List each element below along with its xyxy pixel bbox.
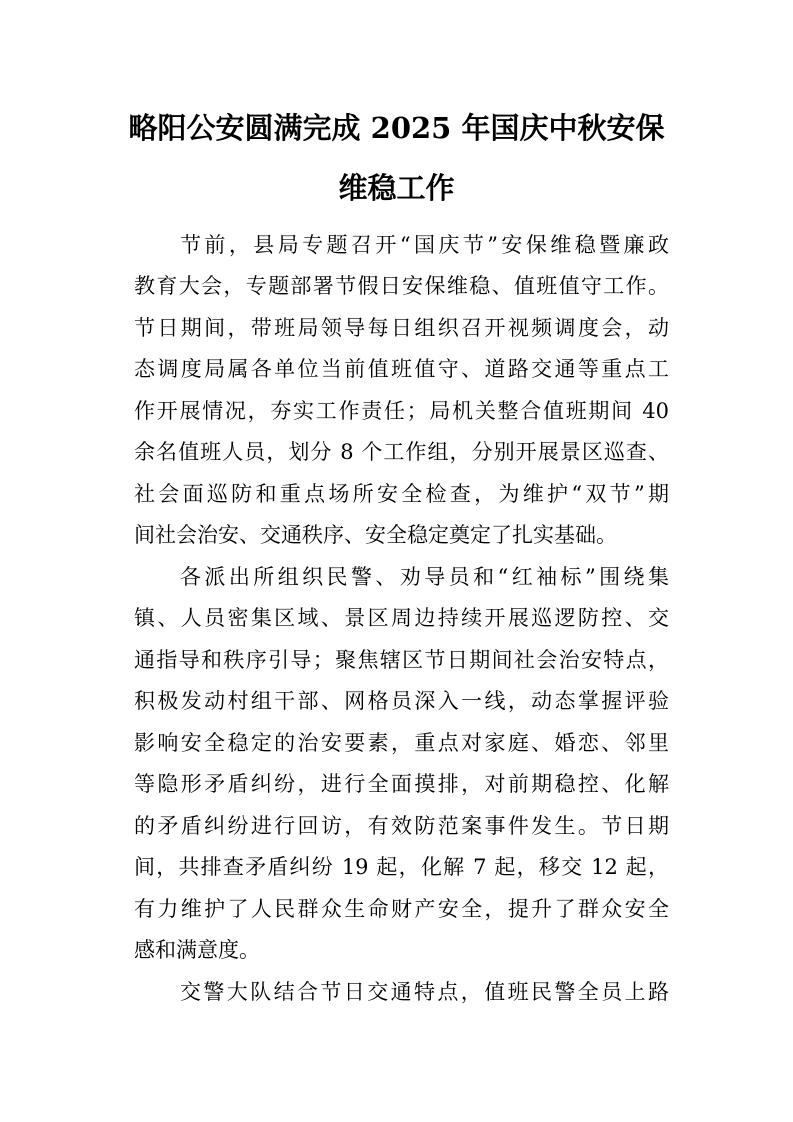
paragraph-2-line-4: 积极发动村组干部、网格员深入一线，动态掌握评验 <box>134 689 669 713</box>
paragraph-1-line-2: 教育大会，专题部署节假日安保维稳、值班值守工作。 <box>134 274 669 298</box>
paragraph-1-line-5: 作开展情况，夯实工作责任；局机关整合值班期间 40 <box>134 399 669 423</box>
paragraph-2-line-6: 等隐形矛盾纠纷，进行全面摸排，对前期稳控、化解 <box>134 772 669 796</box>
paragraph-2-line-7: 的矛盾纠纷进行回访，有效防范案事件发生。节日期 <box>134 814 669 838</box>
paragraph-1-line-1: 节前，县局专题召开“国庆节”安保维稳暨廉政 <box>180 233 669 257</box>
paragraph-1-line-4: 态调度局属各单位当前值班值守、道路交通等重点工 <box>134 357 669 381</box>
paragraph-2-line-5: 影响安全稳定的治安要素，重点对家庭、婚恋、邻里 <box>134 731 669 755</box>
paragraph-2-line-9: 有力维护了人民群众生命财产安全，提升了群众安全 <box>134 897 669 921</box>
paragraph-2-line-8: 间，共排查矛盾纠纷 19 起，化解 7 起，移交 12 起， <box>134 855 669 879</box>
paragraph-3-line-1: 交警大队结合节日交通特点，值班民警全员上路 <box>180 980 669 1004</box>
document-title-line-2: 维稳工作 <box>338 171 455 205</box>
paragraph-2-line-3: 通指导和秩序引导；聚焦辖区节日期间社会治安特点， <box>134 648 669 672</box>
paragraph-1-line-8: 间社会治安、交通秩序、安全稳定奠定了扎实基础。 <box>134 523 617 547</box>
paragraph-1-line-3: 节日期间，带班局领导每日组织召开视频调度会，动 <box>134 316 669 340</box>
paragraph-2-line-10: 感和满意度。 <box>134 938 260 962</box>
paragraph-1-line-7: 社会面巡防和重点场所安全检查，为维护“双节”期 <box>134 482 669 506</box>
paragraph-2-line-1: 各派出所组织民警、劝导员和“红袖标”围绕集 <box>180 565 669 589</box>
paragraph-1-line-6: 余名值班人员，划分 8 个工作组，分别开展景区巡查、 <box>134 440 669 464</box>
document-title-line-1: 略阳公安圆满完成 2025 年国庆中秋安保 <box>128 111 665 145</box>
paragraph-2-line-2: 镇、人员密集区域、景区周边持续开展巡逻防控、交 <box>134 606 669 630</box>
